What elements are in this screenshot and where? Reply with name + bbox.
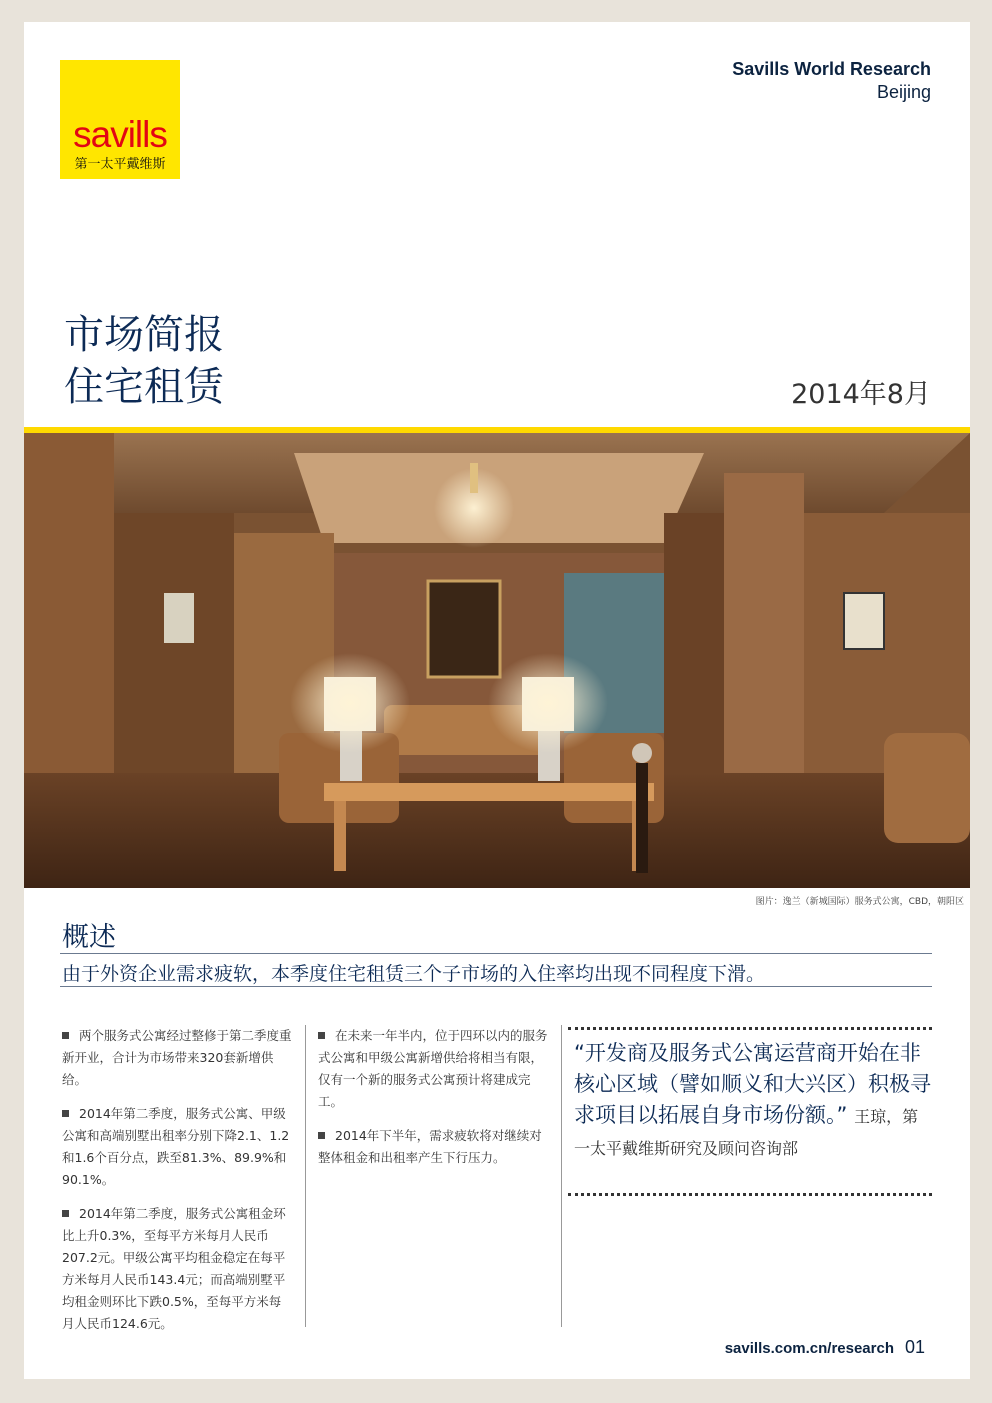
bullet-column-2 [318, 1025, 548, 1181]
photo-caption: 图片：逸兰（新城国际）服务式公寓，CBD，朝阳区 [755, 897, 964, 907]
bullet-column-1 [62, 1025, 292, 1347]
report-date: 2014年8月 [791, 379, 931, 410]
column-divider [561, 1025, 562, 1327]
bullet-item: 在未来一年半内，位于四环以内的服务式公寓和甲级公寓新增供给将相当有限，仅有一个新的服务式公寓预计将建成完工。 [318, 1028, 548, 1109]
report-title-line2: 住宅租赁 [64, 364, 224, 410]
interior-illustration [24, 433, 970, 888]
column-divider [305, 1025, 306, 1327]
bullet-square-icon [62, 1032, 69, 1039]
research-brand: Savills World Research [732, 59, 931, 79]
savills-logo [60, 60, 180, 179]
heading-rule [60, 953, 932, 954]
lead-rule [60, 986, 932, 987]
research-city: Beijing [876, 82, 931, 102]
bullet-square-icon [318, 1032, 325, 1039]
quote-attribution: 王琼，第一太平戴维斯研究及顾问咨询部 [574, 1107, 919, 1158]
footer-url[interactable]: savills.com.cn/research [724, 1340, 894, 1357]
bullet-square-icon [62, 1110, 69, 1117]
section-heading: 概述 [62, 922, 116, 953]
bullet-square-icon [318, 1132, 325, 1139]
lead-sentence: 由于外资企业需求疲软，本季度住宅租赁三个子市场的入住率均出现不同程度下滑。 [62, 963, 766, 985]
page-number: 01 [904, 1337, 925, 1357]
report-title-line1: 市场简报 [64, 312, 224, 358]
logo-wordmark: savills [73, 114, 167, 155]
logo-chinese-name: 第一太平戴维斯 [74, 157, 166, 172]
report-page [24, 22, 970, 1379]
bullet-item: 2014年下半年，需求疲软将对继续对整体租金和出租率产生下行压力。 [318, 1128, 542, 1165]
bullet-item: 2014年第二季度，服务式公寓、甲级公寓和高端别墅出租率分别下降2.1、1.2和1.6个百分点，跌至81.3%、89.9%和90.1%。 [62, 1106, 290, 1187]
bullet-item: 2014年第二季度，服务式公寓租金环比上升0.3%，至每平方米每月人民币207.2元。甲级公寓平均租金稳定在每平方米每月人民币143.4元；而高端别墅平均租金则环比下跌0.5%，至每平方米每月人民币124.6元。 [62, 1206, 286, 1331]
bullet-item: 两个服务式公寓经过整修于第二季度重新开业，合计为市场带来320套新增供给。 [62, 1028, 292, 1087]
quote-text: “开发商及服务式公寓运营商开始在非核心区域（譬如顺义和大兴区）积极寻求项目以拓展自身市场份额。” [574, 1041, 931, 1127]
bullet-square-icon [62, 1210, 69, 1217]
pull-quote [574, 1038, 934, 1164]
cover-photo [24, 433, 970, 888]
